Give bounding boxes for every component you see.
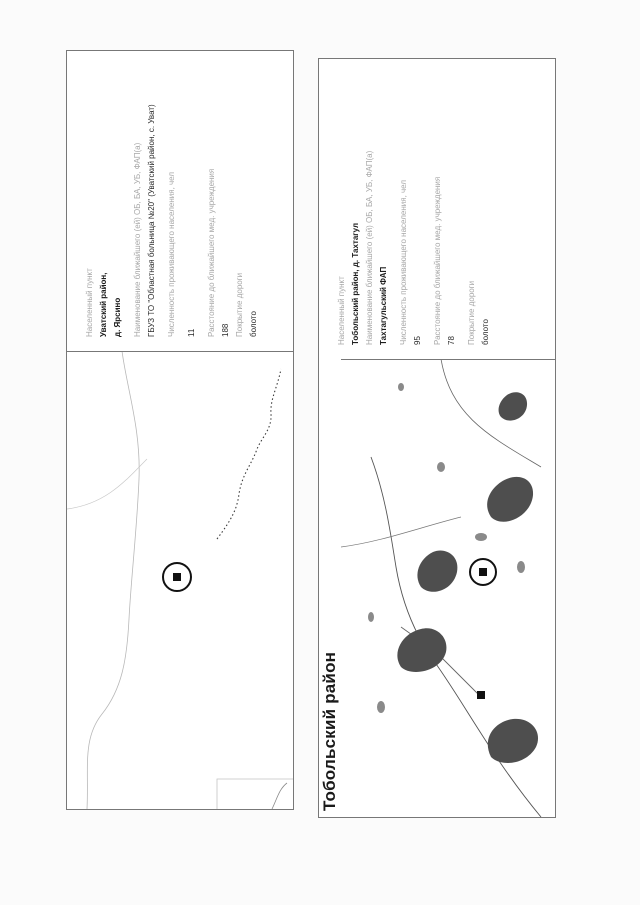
lake-shapes [397, 392, 538, 763]
info-column [319, 59, 555, 359]
boundary-line [272, 783, 287, 809]
label-facility: Наименование ближайшего (ей) ОБ, БА, УБ, ФАП(а) [133, 142, 142, 337]
location-card-uvat [66, 50, 294, 810]
label-distance: Расстояние до ближайшего мед. учреждения [207, 168, 216, 337]
target-circle-icon [163, 563, 191, 591]
label-road: Покрытие дороги [235, 272, 244, 337]
location-card-tobolsk [318, 58, 556, 818]
label-settlement: Населенный пункт [85, 268, 94, 337]
boundary-line [87, 351, 139, 809]
small-lakes [368, 383, 525, 713]
label-population: Численность проживающего населения, чел [399, 179, 408, 345]
boundary-line [217, 779, 293, 809]
map-drawing [341, 359, 555, 817]
label-facility: Наименование ближайшего (ей) ОБ, БА, УБ, ФАП(а) [365, 150, 374, 345]
distance-value: 78 [447, 336, 456, 345]
settlement-line-2: д. Ярсино [113, 297, 122, 337]
boundary-line [67, 459, 147, 509]
facility-name: ГБУЗ ТО "Областная больница №20" (Уватский район, с. Уват) [147, 104, 156, 337]
distance-value: 188 [221, 323, 230, 337]
map-area [67, 351, 293, 809]
boundary-line [341, 517, 461, 547]
target-circle-icon [470, 559, 496, 585]
population-value: 95 [413, 336, 422, 345]
square-marker-icon [477, 691, 485, 699]
map-drawing [67, 351, 293, 809]
settlement-line-1: Уватский район, [99, 272, 108, 337]
label-settlement: Населенный пункт [337, 276, 346, 345]
map-area [341, 359, 555, 817]
river-trace [217, 369, 281, 539]
road-value: болото [481, 319, 490, 345]
district-header: Тобольский район [319, 359, 343, 817]
label-road: Покрытие дороги [467, 280, 476, 345]
road-value: болото [249, 311, 258, 337]
settlement-name: Тобольский район, д. Тахтагул [351, 222, 360, 345]
facility-name: Тахтагульский ФАП [379, 266, 388, 345]
population-value: 11 [187, 328, 196, 337]
label-population: Численность проживающего населения, чел [167, 171, 176, 337]
label-distance: Расстояние до ближайшего мед. учреждения [433, 176, 442, 345]
boundary-line [441, 359, 541, 467]
info-column [67, 51, 293, 351]
